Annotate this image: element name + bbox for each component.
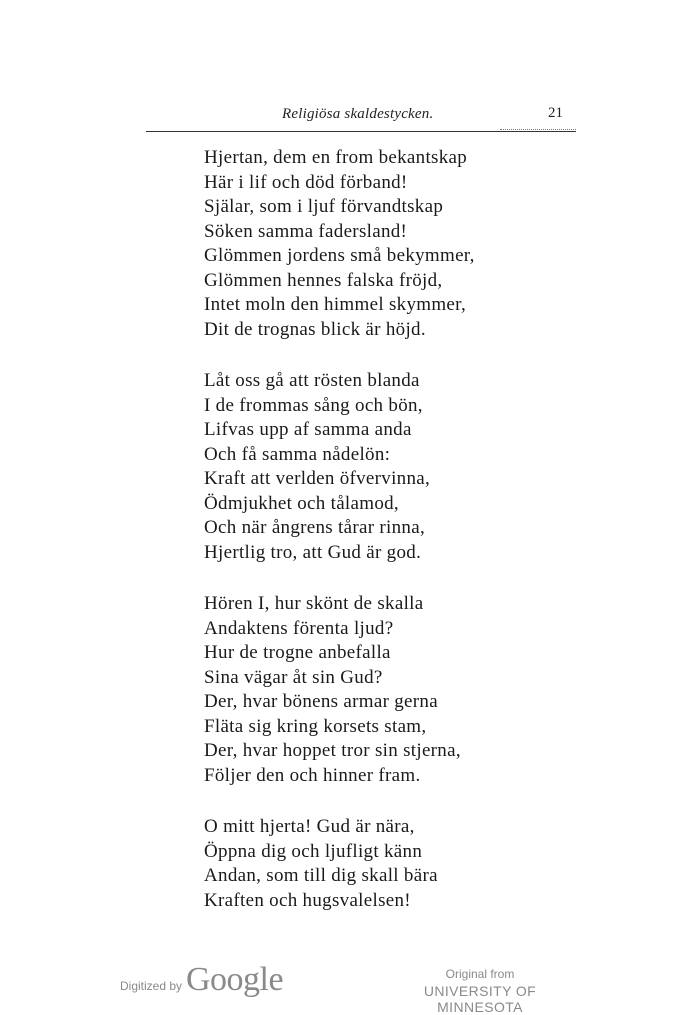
poem-line: Här i lif och död förband! <box>204 171 408 193</box>
running-title: Religiösa skaldestycken. <box>282 106 434 122</box>
poem-line: Intet moln den himmel skymmer, <box>204 294 467 315</box>
poem-line: Glömmen hennes falska fröjd, <box>204 269 443 291</box>
poem-line: Der, hvar hoppet tror sin stjerna, <box>204 740 461 761</box>
page-header <box>0 0 680 140</box>
poem-line: Andan, som till dig skall bära <box>204 865 438 886</box>
footer-watermark <box>0 955 680 1015</box>
original-from-label: Original from <box>445 967 515 981</box>
header-rule <box>146 131 576 132</box>
poem-line: Glömmen jordens små bekymmer, <box>204 245 475 266</box>
poem <box>204 146 564 940</box>
poem-line: I de frommas sång och bön, <box>204 394 423 416</box>
poem-line: Hören I, hur skönt de skalla <box>204 593 424 614</box>
poem-line: Och när ångrens tårar rinna, <box>204 517 425 538</box>
stanza-2 <box>204 369 564 565</box>
poem-line: Följer den och hinner fram. <box>204 764 421 786</box>
poem-line: Själar, som i ljuf förvandtskap <box>204 196 444 217</box>
poem-line: Kraften och hugsvalelsen! <box>204 889 411 911</box>
poem-line: Andaktens förenta ljud? <box>204 617 394 639</box>
digitized-by-label: Digitized by <box>120 979 183 993</box>
poem-line: Lifvas upp af samma anda <box>204 419 412 440</box>
poem-line: Ödmjukhet och tålamod, <box>204 492 399 514</box>
poem-line: Hur de trogne anbefalla <box>204 642 391 663</box>
poem-line: Hjertan, dem en from bekantskap <box>204 147 468 168</box>
stanza-1 <box>204 146 564 342</box>
poem-line: Och få samma nådelön: <box>204 443 391 465</box>
poem-line: Öppna dig och ljufligt känn <box>204 840 423 862</box>
poem-line: Sina vägar åt sin Gud? <box>204 666 383 688</box>
institution-label: UNIVERSITY OF MINNESOTA <box>423 983 537 1015</box>
poem-line: Fläta sig kring korsets stam, <box>204 715 427 737</box>
poem-line: Hjertlig tro, att Gud är god. <box>204 541 422 563</box>
poem-line: Der, hvar bönens armar gerna <box>204 691 438 712</box>
poem-line: Dit de trognas blick är höjd. <box>204 318 426 340</box>
header-rule-dots <box>500 129 576 130</box>
poem-line: O mitt hjerta! Gud är nära, <box>204 816 415 837</box>
poem-line: Söken samma fadersland! <box>204 220 408 242</box>
google-logo: Google <box>186 961 284 998</box>
stanza-3 <box>204 592 564 788</box>
stanza-4 <box>204 815 564 913</box>
poem-line: Kraft att verlden öfvervinna, <box>204 468 431 489</box>
poem-line: Låt oss gå att rösten blanda <box>204 370 420 391</box>
page-number: 21 <box>548 105 563 121</box>
